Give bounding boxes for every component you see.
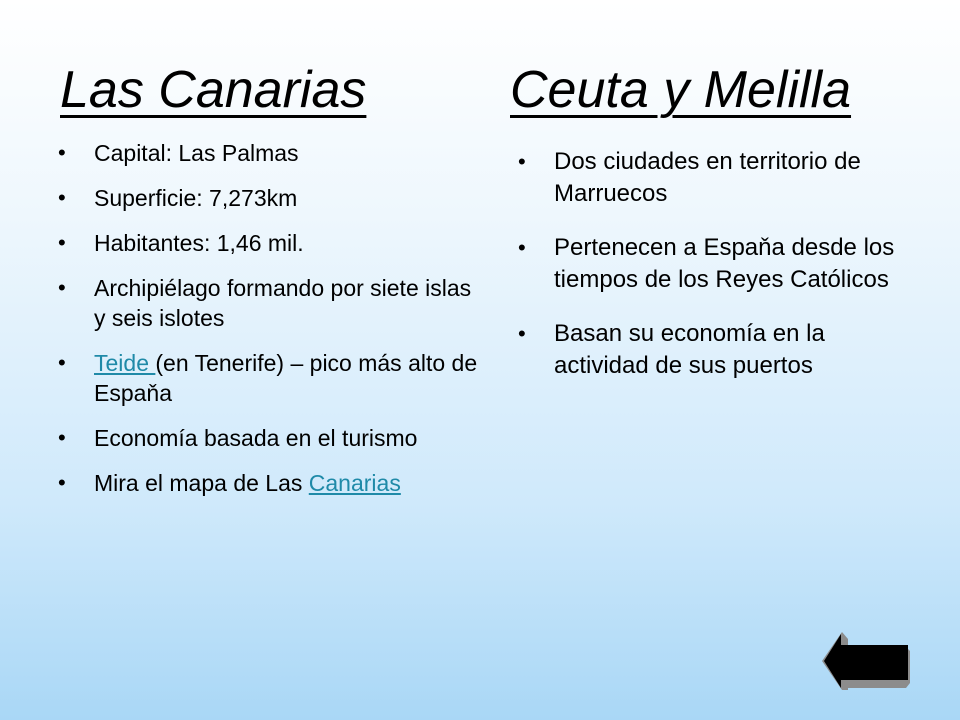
teide-text: (en Tenerife) – pico más alto de Espaňa [94,350,478,406]
bullet-capital: • Capital: Las Palmas [58,138,488,168]
bullet-mapa [58,468,488,498]
canarias-bullet-list [58,138,488,513]
left-arrow-icon [822,632,910,690]
title-las-canarias: Las Canarias [60,61,367,119]
bullet-pertenecen: • Pertenecen a Espaňa desde los tiempos de los Reyes Católicos [518,232,918,296]
title-ceuta-y-melilla: Ceuta y Melilla [510,61,852,119]
teide-link[interactable]: Teide [94,350,156,376]
back-button[interactable] [822,632,910,690]
canarias-map-link[interactable]: Canarias [308,470,401,496]
bullet-archipielago: • Archipiélago formando por siete islas y seis islotes [58,273,488,333]
bullet-economia-puertos: • Basan su economía en la actividad de sus puertos [518,318,918,382]
bullet-ciudades: • Dos ciudades en territorio de Marruecos [518,146,918,210]
bullet-economia: • Economía basada en el turismo [58,423,488,453]
bullet-superficie: • Superficie: 7,273km [58,183,488,213]
ceuta-melilla-bullet-list [518,146,918,404]
bullet-teide [58,348,488,408]
mapa-text: Mira el mapa de Las [94,470,309,496]
bullet-habitantes: • Habitantes: 1,46 mil. [58,228,488,258]
